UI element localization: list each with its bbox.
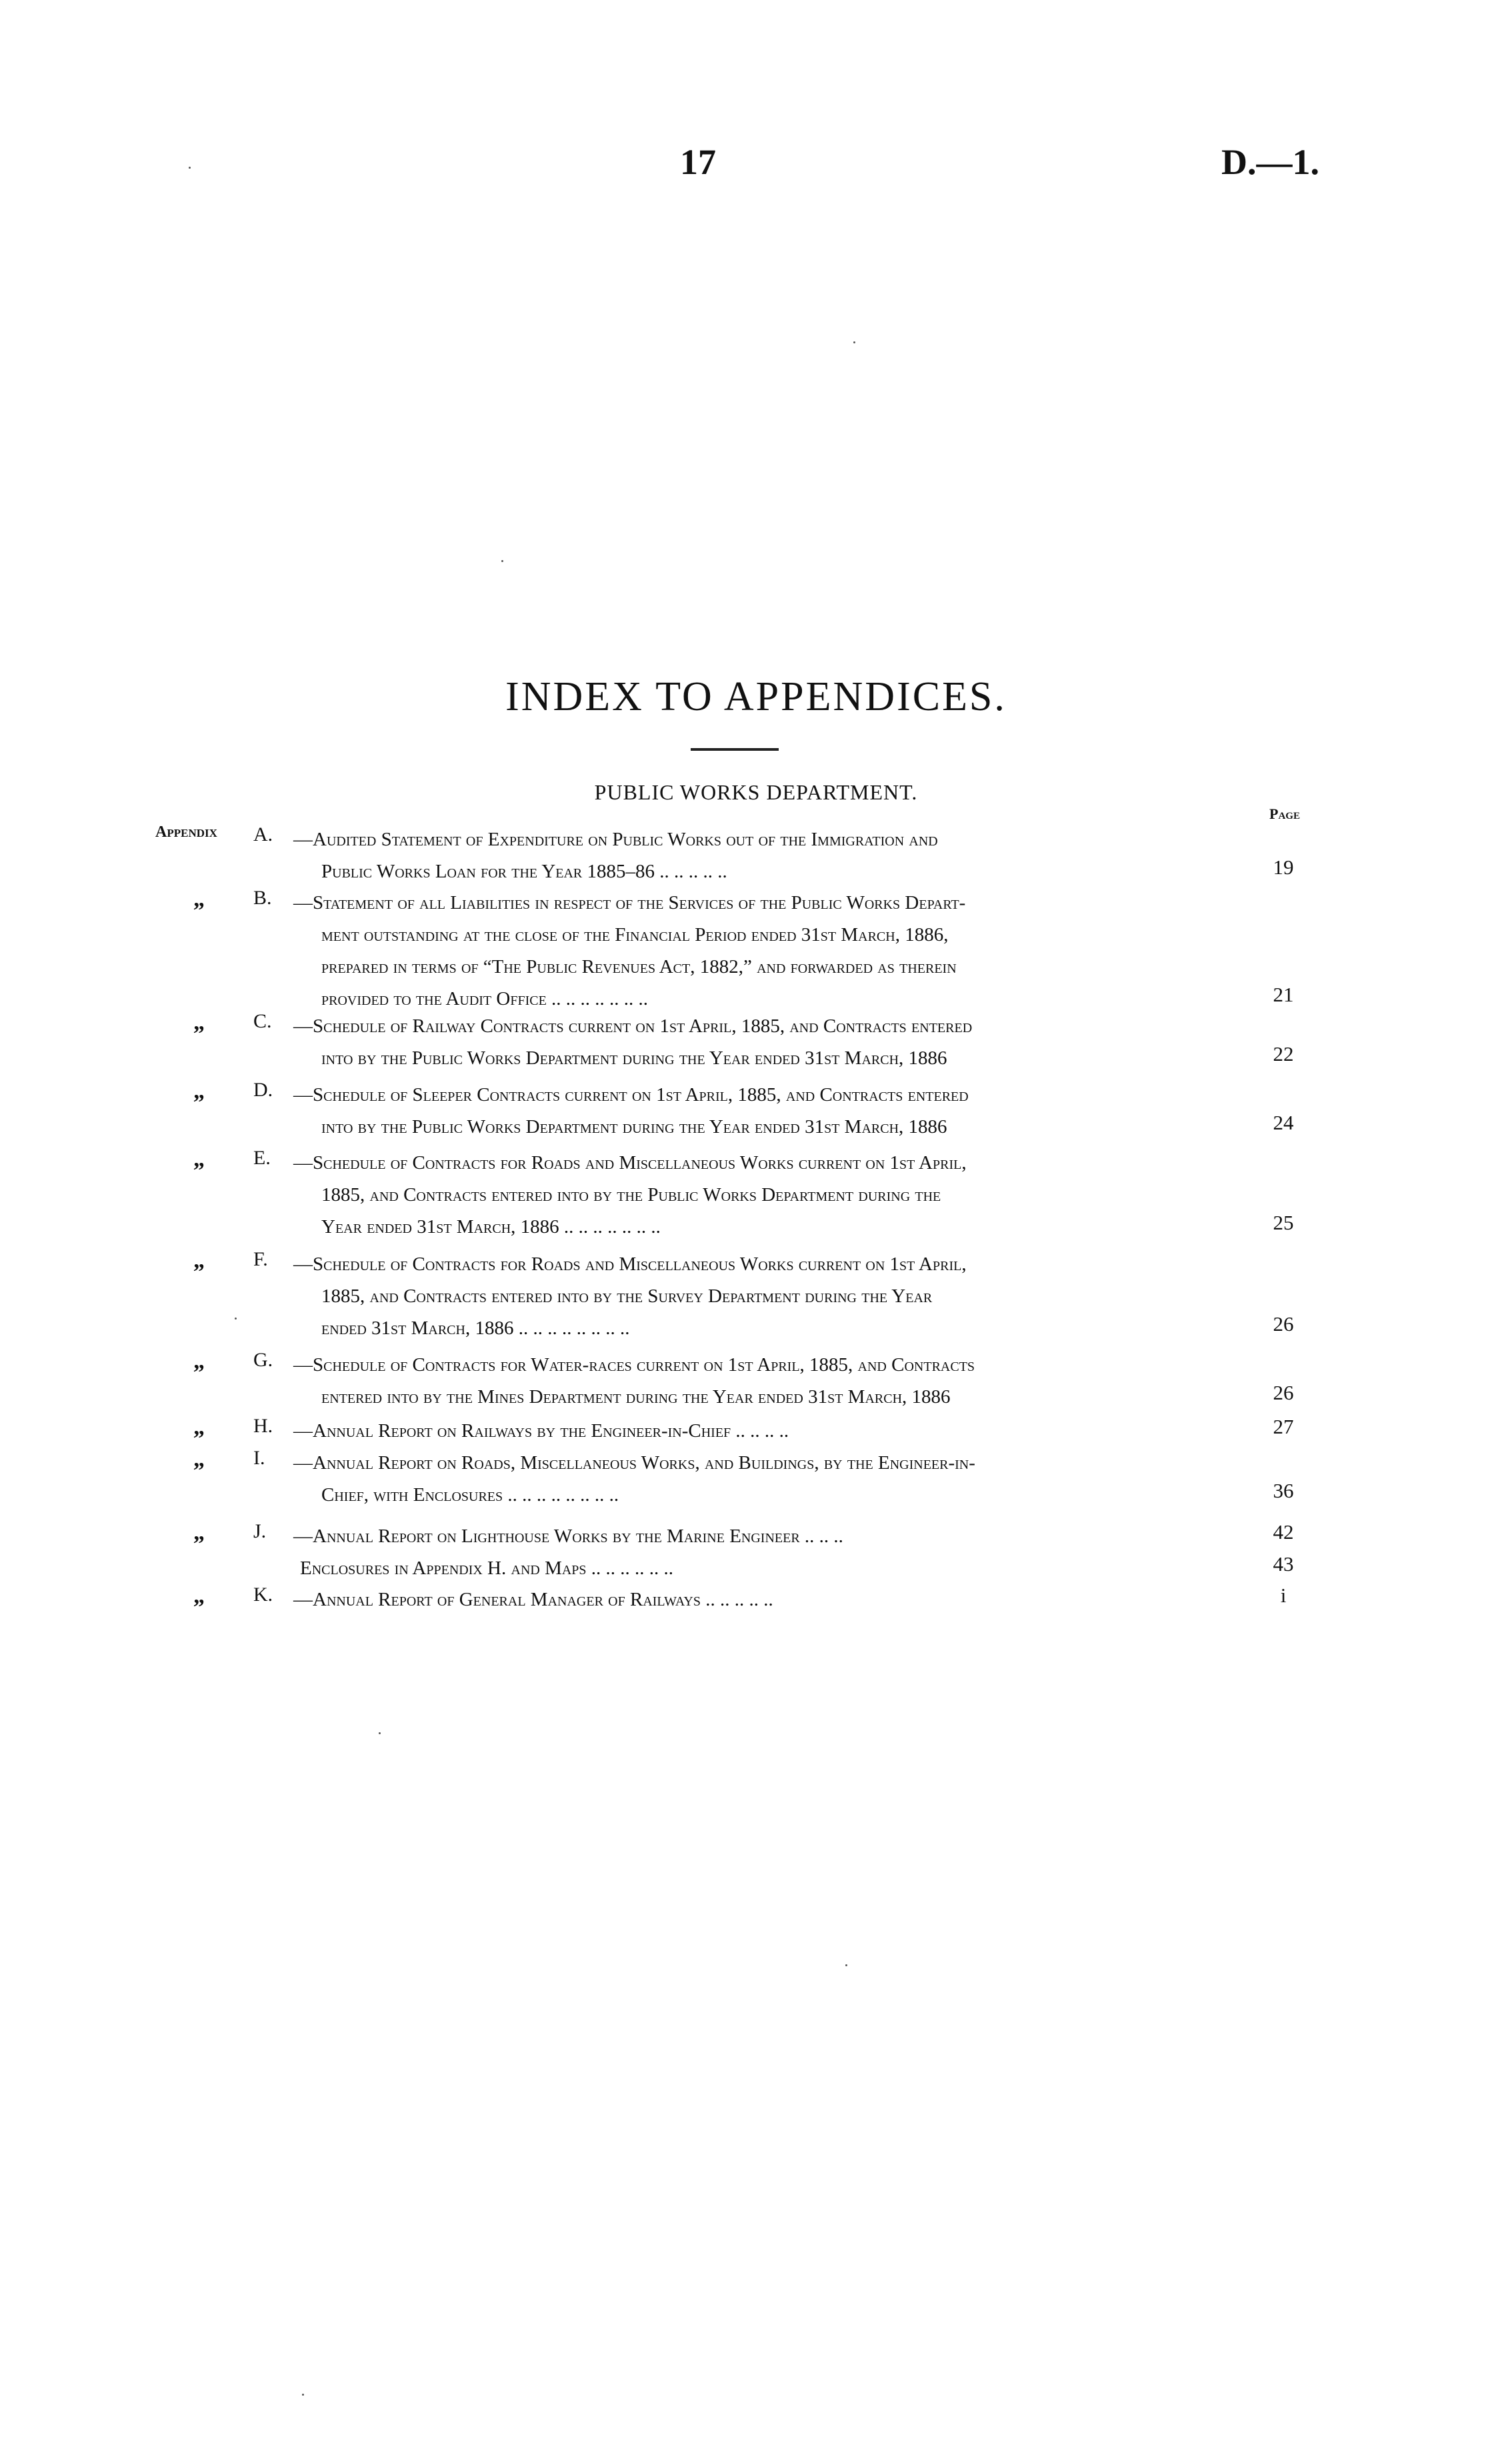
entry-description	[293, 823, 1227, 887]
title-rule	[691, 748, 779, 751]
entry-letter: J.	[253, 1520, 267, 1542]
entry-letter: A.	[253, 823, 273, 845]
entry-line: —Annual Report on Railways by the Engineer-in-Chief .. .. .. ..	[293, 1420, 789, 1442]
entry-letter: E.	[253, 1147, 271, 1169]
entry-marker: „	[193, 1584, 205, 1608]
print-speck	[501, 560, 503, 562]
entry-line: entered into by the Mines Department during the Year ended 31st March, 1886	[321, 1386, 951, 1408]
entry-line: —Schedule of Contracts for Water-races current on 1st April, 1885, and Contracts	[293, 1354, 975, 1376]
print-speck	[853, 341, 855, 343]
print-speck	[845, 1964, 847, 1966]
entry-letter: I.	[253, 1447, 265, 1469]
entry-line: Public Works Loan for the Year 1885–86 .. .. .. .. ..	[321, 861, 727, 882]
entry-description	[293, 1010, 1227, 1074]
entry-letter: B.	[253, 887, 272, 909]
entry-marker: „	[193, 1520, 205, 1545]
entry-line: provided to the Audit Office .. .. .. .. .. .. ..	[321, 988, 649, 1009]
entry-description	[293, 1349, 1227, 1413]
print-speck	[235, 1318, 237, 1320]
entry-marker: „	[193, 1147, 205, 1171]
entry-page-number: 19	[1273, 855, 1294, 879]
entry-line: Chief, with Enclosures .. .. .. .. .. .. .. ..	[321, 1484, 619, 1506]
document-code: D.—1.	[1221, 142, 1319, 182]
entry-page-number: 21	[1273, 983, 1294, 1006]
entry-line: —Annual Report on Roads, Miscellaneous Works, and Buildings, by the Engineer-in-	[293, 1452, 975, 1474]
entry-page-number: 27	[1273, 1415, 1294, 1438]
page-column-label: Page	[1269, 805, 1300, 822]
entry-letter: G.	[253, 1349, 273, 1371]
entry-marker: „	[193, 1349, 205, 1374]
entry-marker: Appendix	[155, 823, 217, 841]
entry-page-number: 43	[1273, 1552, 1294, 1576]
entry-description	[293, 1584, 1227, 1616]
print-speck	[189, 167, 191, 169]
entry-page-number: 36	[1273, 1479, 1294, 1502]
entry-page-number: 24	[1273, 1111, 1294, 1134]
entry-line: ended 31st March, 1886 .. .. .. .. .. .. .. ..	[321, 1318, 630, 1339]
page-number: 17	[680, 142, 716, 182]
entry-description	[293, 1079, 1227, 1143]
entry-marker: „	[193, 1415, 205, 1440]
entry-line: —Audited Statement of Expenditure on Public Works out of the Immigration and	[293, 829, 938, 850]
entry-letter: H.	[253, 1415, 273, 1437]
print-speck	[302, 2394, 304, 2396]
entry-line: —Annual Report on Lighthouse Works by the Marine Engineer .. .. ..	[293, 1526, 843, 1547]
entry-line: —Schedule of Sleeper Contracts current on 1st April, 1885, and Contracts entered	[293, 1084, 969, 1105]
entry-description	[300, 1552, 1233, 1584]
entry-marker: „	[193, 1010, 205, 1035]
entry-letter: C.	[253, 1010, 272, 1032]
entry-line: prepared in terms of “The Public Revenues Act, 1882,” and forwarded as therein	[321, 956, 957, 977]
entry-line: Year ended 31st March, 1886 .. .. .. .. .. .. ..	[321, 1216, 661, 1238]
entry-line: —Schedule of Railway Contracts current on 1st April, 1885, and Contracts entered	[293, 1015, 973, 1037]
entry-line: Enclosures in Appendix H. and Maps .. .. .. .. .. ..	[300, 1558, 674, 1579]
entry-line: —Schedule of Contracts for Roads and Miscellaneous Works current on 1st April,	[293, 1254, 967, 1275]
entry-line: —Statement of all Liabilities in respect of the Services of the Public Works Depart-	[293, 892, 966, 913]
entry-line: into by the Public Works Department during the Year ended 31st March, 1886	[321, 1047, 947, 1069]
entry-marker: „	[193, 1447, 205, 1472]
entry-line: ment outstanding at the close of the Financial Period ended 31st March, 1886,	[321, 924, 949, 945]
entry-description	[293, 887, 1227, 1015]
entry-marker: „	[193, 1079, 205, 1103]
entry-letter: K.	[253, 1584, 273, 1606]
entry-description	[293, 1415, 1227, 1447]
entry-marker: „	[193, 887, 205, 911]
entry-line: —Annual Report of General Manager of Railways .. .. .. .. ..	[293, 1589, 773, 1610]
entry-line: 1885, and Contracts entered into by the Survey Department during the Year	[321, 1286, 933, 1307]
entry-line: —Schedule of Contracts for Roads and Miscellaneous Works current on 1st April,	[293, 1152, 967, 1173]
entry-line: 1885, and Contracts entered into by the Public Works Department during the	[321, 1184, 941, 1205]
print-speck	[379, 1732, 381, 1734]
entry-letter: D.	[253, 1079, 273, 1101]
entry-page-number: 25	[1273, 1211, 1294, 1234]
entry-page-number: 26	[1273, 1312, 1294, 1336]
entry-description	[293, 1147, 1227, 1243]
entry-marker: „	[193, 1248, 205, 1273]
entry-description	[293, 1520, 1227, 1552]
entry-line: into by the Public Works Department during the Year ended 31st March, 1886	[321, 1116, 947, 1137]
entry-description	[293, 1248, 1227, 1344]
department-heading: PUBLIC WORKS DEPARTMENT.	[594, 780, 918, 804]
entry-letter: F.	[253, 1248, 268, 1270]
entry-page-number: 26	[1273, 1381, 1294, 1404]
entry-page-number: 42	[1273, 1520, 1294, 1544]
entry-description	[293, 1447, 1227, 1511]
index-title: INDEX TO APPENDICES.	[505, 674, 1007, 719]
entry-page-number: 22	[1273, 1042, 1294, 1065]
entry-page-number: i	[1280, 1584, 1287, 1607]
